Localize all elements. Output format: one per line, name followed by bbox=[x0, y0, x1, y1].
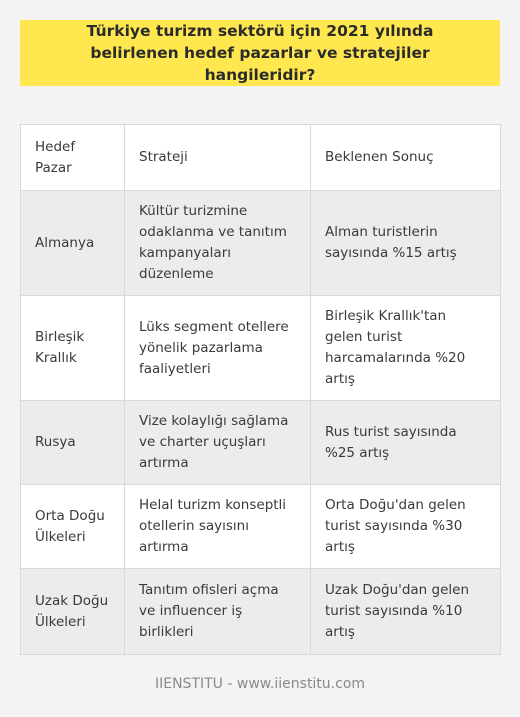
table-row bbox=[21, 485, 501, 569]
page-title: Türkiye turizm sektörü için 2021 yılında belirlenen hedef pazarlar ve stratejiler hangileridir? bbox=[86, 22, 434, 84]
cell-result: Birleşik Krallık'tan gelen turist harcamalarında %20 artış bbox=[311, 296, 501, 401]
header-strategy: Strateji bbox=[125, 125, 311, 191]
cell-result: Orta Doğu'dan gelen turist sayısında %30 artış bbox=[311, 485, 501, 569]
cell-strategy: Kültür turizmine odaklanma ve tanıtım kampanyaları düzenleme bbox=[125, 191, 311, 296]
header-expected-result: Beklenen Sonuç bbox=[311, 125, 501, 191]
table-row bbox=[21, 191, 501, 296]
table-row bbox=[21, 401, 501, 485]
cell-strategy: Lüks segment otellere yönelik pazarlama faaliyetleri bbox=[125, 296, 311, 401]
cell-market: Rusya bbox=[21, 401, 125, 485]
cell-market: Orta Doğu Ülkeleri bbox=[21, 485, 125, 569]
cell-market: Birleşik Krallık bbox=[21, 296, 125, 401]
cell-result: Alman turistlerin sayısında %15 artış bbox=[311, 191, 501, 296]
table-row bbox=[21, 296, 501, 401]
header-target-market: Hedef Pazar bbox=[21, 125, 125, 191]
cell-result: Rus turist sayısında %25 artış bbox=[311, 401, 501, 485]
footer-credit: IIENSTITU - www.iienstitu.com bbox=[154, 676, 366, 692]
cell-result: Uzak Doğu'dan gelen turist sayısında %10 artış bbox=[311, 569, 501, 655]
table-header-row bbox=[21, 125, 501, 191]
table-row bbox=[21, 569, 501, 655]
cell-strategy: Helal turizm konseptli otellerin sayısını artırma bbox=[125, 485, 311, 569]
cell-market: Almanya bbox=[21, 191, 125, 296]
target-markets-table bbox=[20, 124, 501, 655]
cell-market: Uzak Doğu Ülkeleri bbox=[21, 569, 125, 655]
cell-strategy: Vize kolaylığı sağlama ve charter uçuşları artırma bbox=[125, 401, 311, 485]
cell-strategy: Tanıtım ofisleri açma ve influencer iş birlikleri bbox=[125, 569, 311, 655]
title-banner bbox=[20, 20, 500, 86]
